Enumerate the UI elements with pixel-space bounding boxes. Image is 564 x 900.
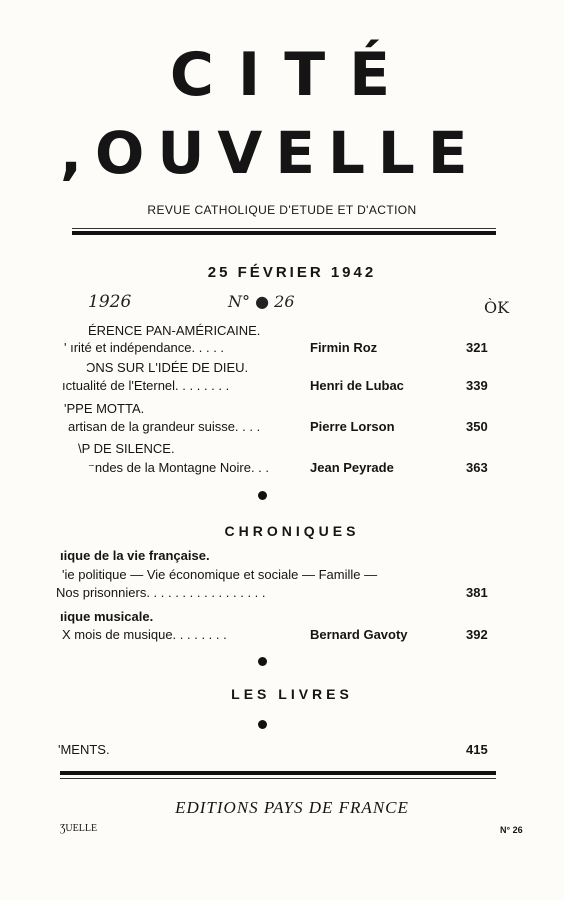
chronique-line-1b: Nos prisonniers. . . . . . . . . . . . . . . . . [56, 585, 266, 600]
header-rule-thin [72, 228, 496, 229]
chronique-line-1a: 'ie politique — Vie économique et sociale — Famille — [62, 567, 378, 582]
toc-author-2: Henri de Lubac [310, 378, 404, 393]
chronique-line-2a: X mois de musique. . . . . . . . [62, 627, 227, 642]
chronique-author-2: Bernard Gavoty [310, 627, 408, 642]
toc-section-1: ÉRENCE PAN-AMÉRICAINE. [88, 323, 261, 338]
toc-page-4: 363 [466, 460, 488, 475]
footer-left-text: ƷUELLE [60, 823, 98, 834]
chronique-page-2: 392 [466, 627, 488, 642]
toc-author-1: Firmin Roz [310, 340, 378, 355]
toc-section-2: ƆNS SUR L'IDÉE DE DIEU. [86, 360, 249, 375]
separator-dot [258, 491, 267, 500]
toc-section-4: \P DE SILENCE. [78, 441, 175, 456]
toc-author-4: Jean Peyrade [310, 460, 394, 475]
chronique-title-1: ıique de la vie française. [60, 548, 210, 563]
footer-rule-thick [60, 771, 496, 775]
toc-page-1: 321 [466, 340, 488, 355]
toc-page-2: 339 [466, 378, 488, 393]
livres-item: 'MENTS. [58, 742, 110, 757]
separator-dot [258, 720, 267, 729]
livres-page: 415 [466, 742, 488, 757]
issue-number: N° 26 [500, 825, 523, 835]
header-rule-thick [72, 231, 496, 235]
chronique-page-1: 381 [466, 585, 488, 600]
livres-heading: LES LIVRES [231, 686, 353, 702]
chronique-title-2: ıique musicale. [60, 609, 154, 624]
journal-title-line1: CITÉ [169, 40, 415, 110]
handwritten-ok: ÒK [484, 298, 510, 317]
toc-section-3: 'PPE MOTTA. [64, 401, 145, 416]
publisher-name: EDITIONS PAYS DE FRANCE [175, 798, 409, 817]
journal-subtitle: REVUE CATHOLIQUE D'ETUDE ET D'ACTION [147, 203, 417, 217]
handwritten-number: N° ● 26 [228, 292, 295, 311]
toc-author-3: Pierre Lorson [310, 419, 395, 434]
separator-dot [258, 657, 267, 666]
toc-page-3: 350 [466, 419, 488, 434]
issue-date: 25 FÉVRIER 1942 [207, 264, 377, 281]
toc-title-1: ' ırité et indépendance. . . . . [64, 340, 225, 355]
handwritten-year: 1926 [88, 292, 132, 312]
footer-rule-thin [60, 778, 496, 779]
journal-title-line2: ,OUVELLE [60, 119, 481, 187]
toc-title-3: artisan de la grandeur suisse. . . . [68, 419, 261, 434]
toc-title-4: ⁻ndes de la Montagne Noire. . . [88, 460, 270, 475]
toc-title-2: ıctualité de l'Eternel. . . . . . . . [62, 378, 230, 393]
chroniques-heading: CHRONIQUES [224, 523, 360, 539]
